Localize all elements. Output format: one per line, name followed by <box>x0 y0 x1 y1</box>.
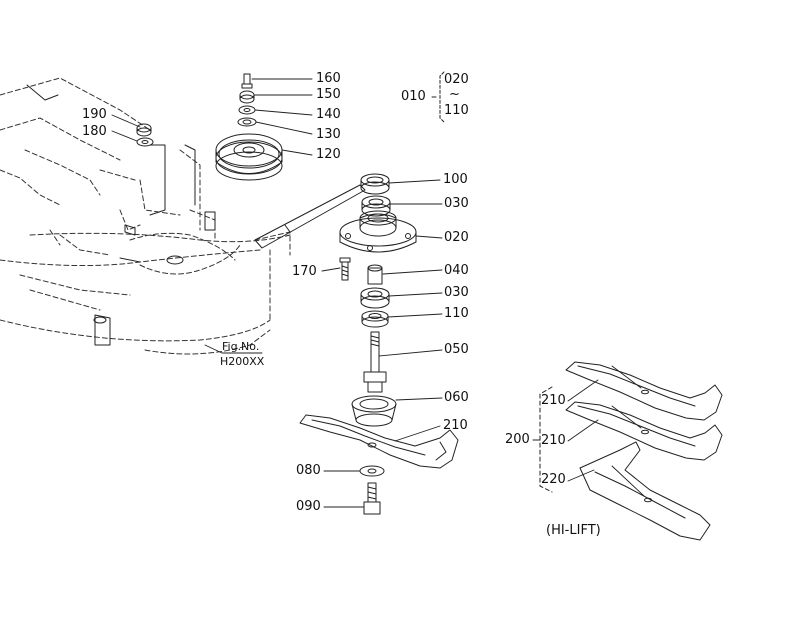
deck-bracket <box>27 85 215 345</box>
part-label-180: 180 <box>82 124 107 139</box>
part-label-200: 200 <box>505 432 530 447</box>
part-label-120: 120 <box>316 147 341 162</box>
hi-lift-caption: (HI-LIFT) <box>546 523 601 538</box>
figure-number-label: Fig.No. <box>222 340 260 353</box>
spindle-assembly <box>340 174 416 514</box>
part-label-010: 010 <box>401 89 426 104</box>
part-label-080: 080 <box>296 463 321 478</box>
mower-deck-outline <box>0 78 290 354</box>
part-label-110: 110 <box>444 306 469 321</box>
part-label-190: 190 <box>82 107 107 122</box>
part-label-060: 060 <box>444 390 469 405</box>
bracket-010 <box>432 72 444 122</box>
blade-set <box>566 362 722 540</box>
part-label-210-blade-1: 210 <box>541 393 566 408</box>
nut-washer-190-180 <box>137 124 153 146</box>
part-label-210: 210 <box>443 418 468 433</box>
range-tilde: ~ <box>449 87 460 102</box>
part-label-100: 100 <box>443 172 468 187</box>
part-label-030-bottom: 030 <box>444 285 469 300</box>
part-label-110-range: 110 <box>444 103 469 118</box>
part-label-020-range: 020 <box>444 72 469 87</box>
part-label-040: 040 <box>444 263 469 278</box>
part-label-020: 020 <box>444 230 469 245</box>
part-label-210-blade-2: 210 <box>541 433 566 448</box>
part-label-220: 220 <box>541 472 566 487</box>
pulley-assembly <box>216 74 282 180</box>
part-label-140: 140 <box>316 107 341 122</box>
part-label-050: 050 <box>444 342 469 357</box>
part-label-030-top: 030 <box>444 196 469 211</box>
part-label-150: 150 <box>316 87 341 102</box>
blade-main <box>300 415 458 468</box>
part-label-170: 170 <box>292 264 317 279</box>
part-label-130: 130 <box>316 127 341 142</box>
part-label-090: 090 <box>296 499 321 514</box>
part-label-160: 160 <box>316 71 341 86</box>
figure-reference-code: H200XX <box>220 355 265 368</box>
